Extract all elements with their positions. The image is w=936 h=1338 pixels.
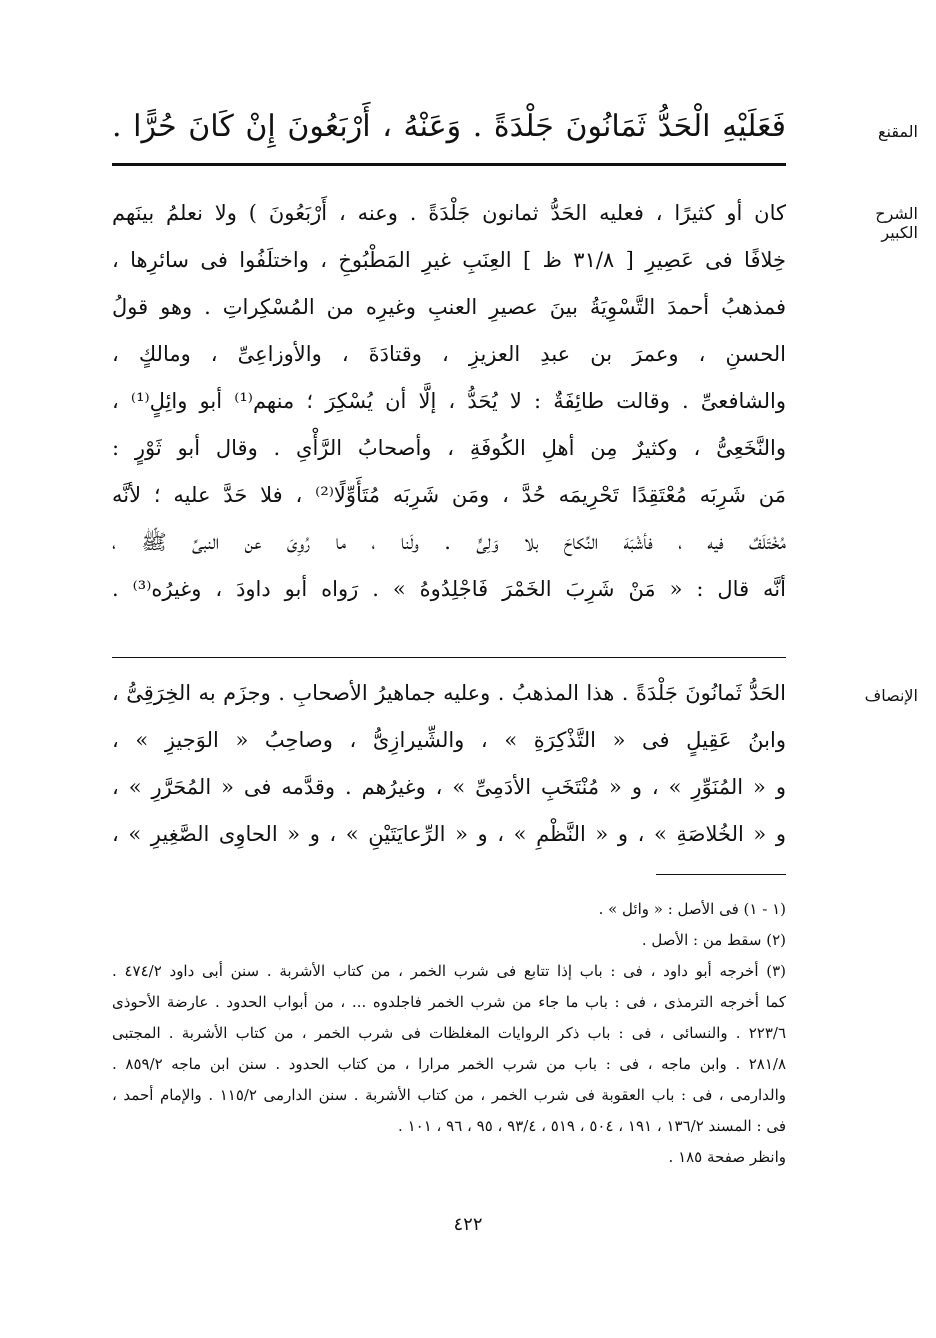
sharh-line: والشافعىِّ . وقالت طائِفَةٌ : لا يُحَدُّ ، إلَّا أن يُسْكِرَ ؛ منهم⁽¹⁾ أبو وائِلٍ⁽¹⁾ ، [112, 389, 786, 413]
sharh-line: فمذهبُ أحمدَ التَّسْوِيَةُ بينَ عصيرِ العنبِ وغيرِه من المُسْكِراتِ . وهو قولُ [112, 295, 786, 319]
sharh-line: مُخْتَلَفٌ فيه ، فأشْبَهَ النِّكاحَ بلا وَلِىٍّ . ولَنا ، ما رُوِىَ عن النبىِّ ﷺ ، [112, 530, 786, 554]
insaf-label: الإنصاف [864, 686, 918, 705]
sharh-line: الحسنِ ، وعمرَ بن عبدِ العزيزِ ، وقتادَةَ ، والأوزاعِىِّ ، ومالكٍ ، [112, 342, 786, 366]
sharh-line: والنَّخَعِىُّ ، وكثيرٌ مِن أهلِ الكُوفَةِ ، وأصحابُ الرَّأْىِ . وقال أبو ثَوْرٍ : [112, 436, 786, 460]
footnote-divider [656, 874, 786, 875]
footnote-line: ٢٨١/٨ . وابن ماجه ، فى : باب من شرب الخمر مرارا ، من كتاب الحدود . سنن ابن ماجه ٨٥٩/٢ . [112, 1055, 786, 1073]
sharh-line: أنَّه قال : « مَنْ شَرِبَ الخَمْرَ فَاجْلِدُوهُ » . رَواه أبو داودَ ، وغيرُه⁽³⁾ . [112, 577, 786, 601]
footnote-line: وانظر صفحة ١٨٥ . [668, 1148, 786, 1166]
muqni-text [112, 104, 786, 150]
muqni-divider [112, 163, 786, 166]
muqni-line: فَعَلَيْهِ الْحَدُّ ثَمَانُونَ جَلْدَةً . وَعَنْهُ ، أَرْبَعُونَ إِنْ كَانَ حُرًّا . [112, 109, 786, 144]
footnote-line: ٢٢٣/٦ . والنسائى ، فى : باب ذكر الروايات المغلظات فى شرب الخمر ، من كتاب الأشربة . المجتبى [112, 1024, 786, 1042]
sharh-line: كان أو كثيرًا ، فعليه الحَدُّ ثمانون جَلْدَةً . وعنه ، أَرْبَعُونَ ) ولا نعلمُ بينَهم [112, 201, 786, 225]
footnote-line: (٢) سقط من : الأصل . [641, 931, 786, 949]
footnotes [112, 894, 786, 1173]
footnote-line: (٣) أخرجه أبو داود ، فى : باب إذا تتابع فى شرب الخمر ، من كتاب الأشربة . سنن أبى داود ٤٧٤/٢ . [112, 962, 786, 980]
insaf-line: وابنُ عَقِيلٍ فى « التَّذْكِرَةِ » ، والشِّيرازِىُّ ، وصاحِبُ « الوَجيزِ » ، [112, 728, 786, 752]
sharh-line: خِلافًا فى عَصِيرِ [ ٣١/٨ ظ ] العِنَبِ غيرِ المَطْبُوخِ ، واختلَفُوا فى سائرِها ، [112, 248, 786, 272]
muqni-label: المقنع [877, 122, 918, 141]
footnote-line: كما أخرجه الترمذى ، فى : باب ما جاء من شرب الخمر فاجلدوه ... ، من أبواب الحدود . عارضة الأحوذى [112, 993, 786, 1011]
footnote-line: والدارمى ، فى : باب العقوبة فى شرب الخمر ، من كتاب الأشربة . سنن الدارمى ١١٥/٢ . والإمام أحمد ، [112, 1086, 786, 1104]
insaf-line: و « الخُلاصَةِ » ، و « النَّظْمِ » ، و « الرِّعايَتَيْنِ » ، و « الحاوِى الصَّغِيرِ » ، [112, 822, 786, 846]
insaf-line: و « المُنَوِّرِ » ، و « مُنْتَخَبِ الأدَمِىِّ » ، وغيرُهم . وقدَّمه فى « المُحَرَّرِ » ، [112, 775, 786, 799]
sharh-label: الشرح الكبير [875, 204, 918, 242]
page-number: ٤٢٢ [453, 1214, 483, 1235]
sharh-divider [112, 657, 786, 658]
sharh-text [112, 190, 786, 613]
insaf-line: الحَدُّ ثَمانُونَ جَلْدَةً . هذا المذهبُ . وعليه جماهيرُ الأصحابِ . وجزَم به الخِرَقِىُّ ، [112, 681, 786, 705]
insaf-text [112, 670, 786, 858]
footnote-line: فى : المسند ١٣٦/٢ ، ١٩١ ، ٥٠٤ ، ٥١٩ ، ٩٣/٤ ، ٩٥ ، ٩٦ ، ١٠١ . [398, 1117, 786, 1135]
sharh-line: مَن شَرِبَه مُعْتَقِدًا تَحْرِيمَه حُدَّ ، ومَن شَرِبَه مُتَأَوِّلًا⁽²⁾ ، فلا حَدَّ عليه ؛ لأنَّه [112, 483, 786, 507]
footnote-line: (١ - ١) فى الأصل : « وائل » . [598, 900, 786, 918]
